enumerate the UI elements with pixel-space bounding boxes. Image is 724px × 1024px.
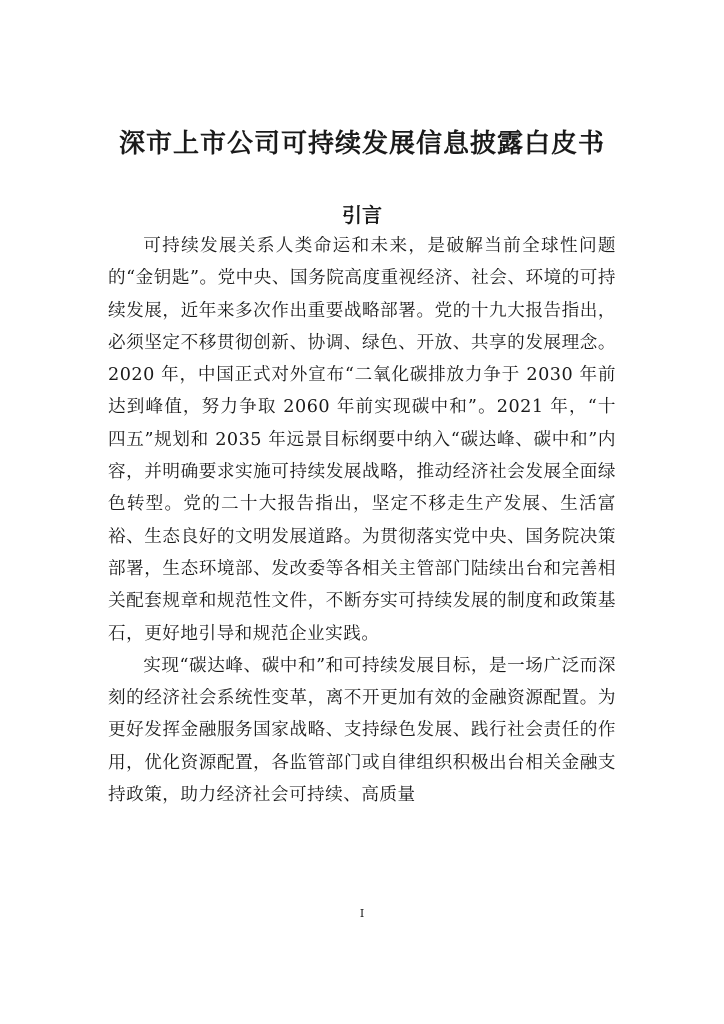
page-number: I xyxy=(359,907,365,920)
paragraph-2: 实现“碳达峰、碳中和”和可持续发展目标，是一场广泛而深刻的经济社会系统性变革，离不开更加有效的金融资源配置。为更好发挥金融服务国家战略、支持绿色发展、践行社会责任的作用，优化资源配置，各监管部门或自律组织积极出台相关金融支持政策，助力经济社会可持续、高质量 xyxy=(108,655,616,806)
document-title: 深市上市公司可持续发展信息披露白皮书 xyxy=(118,129,605,159)
section-heading: 引言 xyxy=(342,203,382,227)
paragraph-1: 可持续发展关系人类命运和未来，是破解当前全球性问题的“金钥匙”。党中央、国务院高度重视经济、社会、环境的可持续发展，近年来多次作出重要战略部署。党的十九大报告指出，必须坚定不移贯彻创新、协调、绿色、开放、共享的发展理念。2020 年，中国正式对外宣布“二氧化碳排放力争于 2030 年前达到峰值，努力争取 2060 年前实现碳中和”。2021 年，“十四五”规划和 2035 年远景目标纲要中纳入“碳达峰、碳中和”内容，并明确要求实施可持续发展战略，推动经济社会发展全面绿色转型。党的二十大报告指出，坚定不移走生产发展、生活富裕、生态良好的文明发展道路。为贯彻落实党中央、国务院决策部署，生态环境部、发改委等各相关主管部门陆续出台和完善相关配套规章和规范性文件，不断夯实可持续发展的制度和政策基石，更好地引导和规范企业实践。 xyxy=(108,236,616,644)
body-text xyxy=(108,230,616,811)
